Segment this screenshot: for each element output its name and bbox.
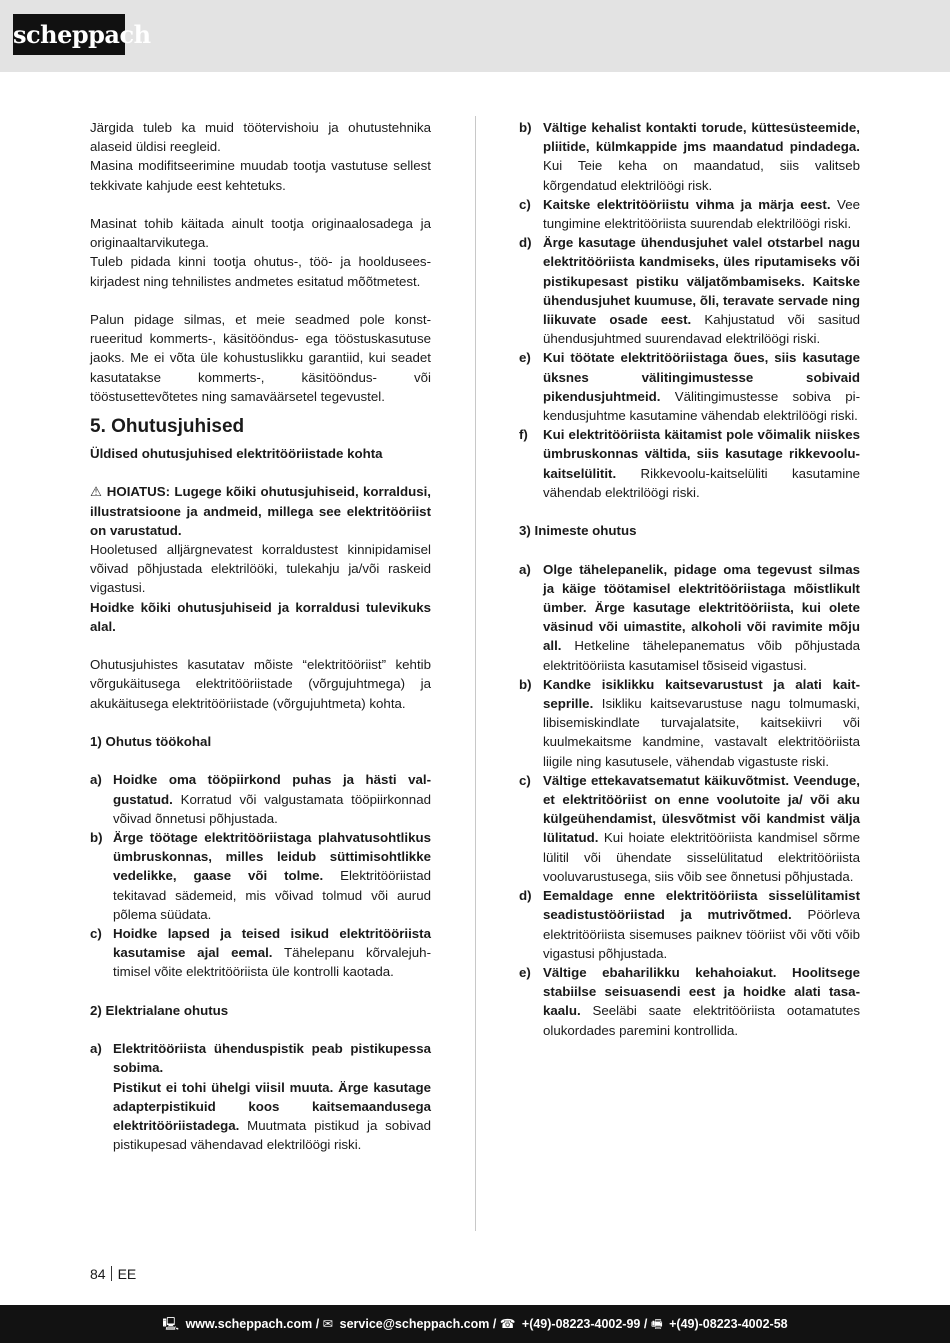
paragraph: Hooletused alljärgnevatest korraldustest kinnipidamisel võivad põhjustada elektrilööki, tulekahju ja/või raskeid vigastusi. <box>90 542 431 596</box>
paragraph: Tuleb pidada kinni tootja ohutus-, töö- ja hoolduseeskirjadest ning tehnilistes andmetes esitatud mõõtmetest. <box>90 254 431 289</box>
item-bold: Vältige ettekavatsematut käikuvõtmist. Veenduge, et elektritööriist on enne voolutoite ja/ või aku külgeühendamist, ülesvõtmist või kandmist välja lülitatud. <box>543 772 860 846</box>
column-divider <box>475 116 476 1231</box>
list-item <box>519 348 860 425</box>
item-text: Elektritööriistad tekitavad sädemeid, mis võivad tolmud või aurud põlema süüdata. <box>113 868 431 922</box>
list-item <box>519 771 860 886</box>
item-bold: Olge tähelepanelik, pidage oma tegevust silmas ja käige töötamisel elektritööriistaga mõistlikult ümber. Ärge kasutage elektritööriista, kui olete väsinud või uimastite, alkoholi või ravimite mõju all. <box>543 561 860 654</box>
subheading: 3) Inimeste ohutus <box>519 523 637 539</box>
subheading: Üldised ohutusjuhised elektritööriistade kohta <box>90 446 383 462</box>
list-item <box>519 886 860 963</box>
list-safety-workplace <box>90 770 431 981</box>
item-label: a) <box>90 772 102 788</box>
item-bold: Ärge kasutage ühendusjuhet valel otstarbel nagu elektritööriista kandmiseks, üles riputamiseks või pistikupesast pistiku väljatõmbamiseks. Kaitske ühendusjuhet kuumuse, õli, teravate servade ning liikuvate osade eest. <box>543 235 860 328</box>
item-label: c) <box>90 926 102 942</box>
list-item <box>90 924 431 982</box>
list-item <box>519 675 860 771</box>
list-item <box>519 195 860 233</box>
item-bold: Kandke isiklikku kaitsevarustust ja alati kaitseprille. <box>543 676 860 712</box>
item-bold: Kui töötate elektritööriistaga õues, siis kasutage üksnes välitingimustesse sobivaid pikendusjuhtmeid. <box>543 350 860 404</box>
item-text: Välitingimustesse sobiva pikendusjuhtme kasutamine vähendab elektrilöögi riski. <box>543 388 860 424</box>
phone-icon: ☎ <box>499 1317 516 1331</box>
subheading: 2) Elektrialane ohutus <box>90 1002 229 1018</box>
page-number-value: 84 <box>90 1266 106 1282</box>
item-text: Pöörleva elektritööriista sisemuses paiknev tööriist või võti võib vigastusi põhjustada. <box>543 907 860 961</box>
list-item <box>519 425 860 502</box>
item-text: Seeläbi saate elektritööriista ootamatutes olukordades paremini kontrollida. <box>543 1003 860 1038</box>
list-item <box>90 770 431 828</box>
item-label: c) <box>519 772 531 788</box>
item-text: Korratud või valgustamata tööpiirkonnad võivad õnnetusi põhjustada. <box>113 791 431 826</box>
item-bold: Elektritööriista ühenduspistik peab pistikupessa sobima. <box>113 1041 431 1076</box>
item-bold: Ärge töötage elektritööriistaga plahvatusohtlikus ümbruskonnas, milles leidub süttimisohtlikke vedelikke, gaase või tolme. <box>113 830 431 884</box>
item-bold: Kui elektritööriista käitamist pole võimalik niiskes ümbruskonnas vältida, siis kasutage rikkevoolu-kaitselülitit. <box>543 427 860 481</box>
item-text: Isikliku kaitsevarustuse nagu tolmumaski, libisemiskindlate turvajalatsite, kaitsekiivri või kuulmekaitsme kandmine, vastavalt elektritööriista liigile ning kasutusele, vähendab vigastuste riski. <box>543 696 860 769</box>
list-item <box>519 963 860 1040</box>
item-label: f) <box>519 427 528 443</box>
footer-email-link[interactable]: service@scheppach.com / <box>339 1317 497 1331</box>
warning-paragraph <box>90 482 431 540</box>
right-column <box>519 118 860 1040</box>
item-text: Tähelepanu kõrvalejuhtimisel võite elektritööriista üle kontrolli kaotada. <box>113 945 431 980</box>
item-bold: Kaitske elektritööriistu vihma ja märja eest. <box>543 196 831 212</box>
mail-icon: ✉ <box>322 1317 334 1331</box>
item-text: Rikkevoolu-kaitselüliti kasutamine vähendab elektrilöögi riski. <box>543 465 860 500</box>
paragraph: Masinat tohib käitada ainult tootja originaalosadega ja originaaltarvikutega. <box>90 216 431 251</box>
page-separator <box>111 1266 112 1281</box>
paragraph: Järgida tuleb ka muid töötervishoiu ja ohutustehnika alaseid üldisi reegleid. <box>90 120 431 155</box>
paragraph-bold: Hoidke kõiki ohutusjuhiseid ja korraldusi tulevikuks alal. <box>90 599 431 634</box>
subheading: 1) Ohutus töökohal <box>90 734 212 750</box>
item-label: c) <box>519 196 531 212</box>
item-label: e) <box>519 350 531 366</box>
item-text: Kui Teie keha on maandatud, siis valitseb kõrgendatud elektrilöögi risk. <box>543 158 860 193</box>
item-label: b) <box>519 676 532 692</box>
item-label: b) <box>519 120 532 135</box>
page-language: EE <box>117 1266 137 1282</box>
list-item <box>519 233 860 348</box>
paragraph: Masina modifitseerimine muudab tootja vastutuse sellest tekkivate kahjude eest kehtetuks. <box>90 158 431 193</box>
list-item <box>90 1039 431 1154</box>
brand-logo: scheppach <box>13 14 125 55</box>
item-label: a) <box>519 561 531 577</box>
paragraph: Palun pidage silmas, et meie seadmed pole konstrueeritud kommerts-, käsitööndus- ega tööstuskasutuse jaoks. Me ei võta üle kohustuslikku garantiid, kui seadet kasutatakse kommerts-, käsitööndus- või tööstusettevõtetes ning samaväärsetel tegevustel. <box>90 312 431 404</box>
footer-fax: +(49)-08223-4002-58 <box>669 1317 788 1331</box>
item-label: e) <box>519 964 531 980</box>
footer-phone: +(49)-08223-4002-99 / <box>521 1317 648 1331</box>
item-label: d) <box>519 235 532 251</box>
item-text: Vee tungimine elektritööriista suurendab elektrilöögi riski. <box>543 196 860 232</box>
item-text: Hetkeline tähelepanematus võib põhjustada elektritööriista kasutamisel tõsiseid vigastusi. <box>543 638 860 673</box>
list-item <box>519 118 860 195</box>
warning-bold: HOIATUS: Lugege kõiki ohutusjuhiseid, korraldusi, illustratsioone ja andmeid, millega see elektritööriist on varustatud. <box>90 484 431 538</box>
list-item <box>90 828 431 924</box>
list-item <box>519 560 860 675</box>
footer-website-link[interactable]: www.scheppach.com / <box>185 1317 320 1331</box>
warning-icon: ⚠ <box>90 484 103 500</box>
computer-icon: 🖳 <box>162 1317 180 1331</box>
item-text: Kui hoiate elektritööriista kandmisel sõrme lülitil või ühendate sisselülitatud elektritööriista vooluvarustusega, siis võib see õnnetusi põhjustada. <box>543 830 860 884</box>
item-text: Kahjustatud või sasitud ühendusjuhtmed suurendavad elektrilöögi riski. <box>543 312 860 347</box>
left-column <box>90 118 431 1154</box>
item-bold: Pistikut ei tohi ühelgi viisil muuta. Ärge kasutage adapterpistikuid koos kaitsemaandusega elektritööriistadega. <box>113 1079 431 1134</box>
footer-bar <box>0 1305 950 1343</box>
item-bold: Hoidke lapsed ja teised isikud elektritööriista kasutamise ajal eemal. <box>113 926 431 961</box>
item-label: b) <box>90 830 103 846</box>
item-label: d) <box>519 888 532 904</box>
item-bold: Vältige kehalist kontakti torude, küttesüsteemide, pliitide, külmkappide jms maandatud pindadega. <box>543 120 860 155</box>
item-label: a) <box>90 1041 102 1057</box>
item-bold: Vältige ebaharilikku kehahoiakut. Hoolitsege stabiilse seisuasendi eest ja hoidke alati tasakaalu. <box>543 964 860 1019</box>
paragraph: Ohutusjuhistes kasutatav mõiste “elektritööriist” kehtib võrgukäitusega elektritööriistade (võrgujuhtmega) ja akukäitusega elektritööriistade (võrgujuhtmeta) kohta. <box>90 657 431 711</box>
fax-icon: 🖷 <box>650 1317 663 1331</box>
list-personal-safety <box>519 560 860 1040</box>
item-bold: Eemaldage enne elektritööriista sisselülitamist seadistustööriistad ja mutrivõtmed. <box>543 888 860 923</box>
list-electrical-safety <box>519 118 860 502</box>
item-bold: Hoidke oma tööpiirkond puhas ja hästi valgustatud. <box>113 772 431 807</box>
item-text: Muutmata pistikud ja sobivad pistikupesad vähendavad elektrilöögi riski. <box>113 1118 431 1153</box>
page-number <box>90 1265 136 1284</box>
section-heading: 5. Ohutusjuhised <box>90 416 245 438</box>
